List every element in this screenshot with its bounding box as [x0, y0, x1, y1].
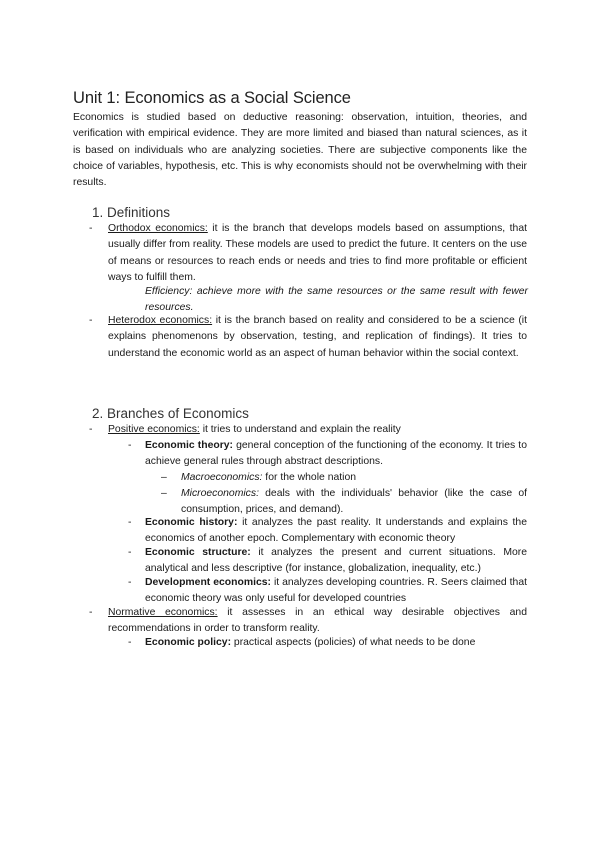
structure-text: it analyzes the present and current situations. More analytical and less descriptive (for instance, globalization, inequality, etc.) [145, 547, 527, 575]
structure-term: Economic structure: [145, 547, 251, 558]
macro-item [181, 470, 527, 486]
heterodox-text: it is the branch based on reality and considered to be a science (it explains phenomenons by observation, testing, and replication of findings). It tries to understand the economic world as an aspect of human behavior within the social context. [108, 315, 527, 359]
history-item [145, 515, 527, 548]
intro-paragraph: Economics is studied based on deductive reasoning: observation, intuition, theories, and verification with empirical evidence. They are more limited and biased than natural sciences, as it is based on individuals who are analyzing societies. There are subjective components like the choice of variables, hypothesis, etc. This is why economists should not be overwhelming with their results. [73, 112, 527, 189]
normative-term: Normative economics: [108, 607, 218, 618]
orthodox-term: Orthodox economics: [108, 223, 208, 234]
development-item [145, 575, 527, 608]
section-1-heading [92, 205, 170, 220]
bullet-dash: - [89, 223, 93, 234]
section-2-heading [92, 406, 249, 421]
micro-text: deals with the individuals' behavior (like the case of consumption, prices, and demand). [181, 488, 527, 516]
sub-bullet-dash: - [128, 440, 132, 451]
theory-term: Economic theory: [145, 440, 233, 451]
section-1-title: Definitions [107, 205, 171, 220]
development-term: Development economics: [145, 577, 271, 588]
positive-term: Positive economics: [108, 424, 200, 435]
theory-item [145, 438, 527, 471]
history-term: Economic history: [145, 517, 238, 528]
sub-bullet-dash: - [128, 577, 132, 588]
micro-item [181, 486, 527, 519]
development-text: it analyzes developing countries. R. Seers claimed that economic theory was only useful for developed countries [145, 577, 527, 605]
normative-text: it assesses in an ethical way desirable objectives and recommendations in order to transform reality. [108, 607, 527, 635]
micro-term: Microeconomics: [181, 488, 259, 499]
bullet-dash: - [89, 424, 93, 435]
history-text: it analyzes the past reality. It understands and explains the economics of another epoch. Complementary with economic theory [145, 517, 527, 545]
structure-item [145, 545, 527, 578]
policy-term: Economic policy: [145, 637, 232, 648]
sub-bullet-dash: - [128, 517, 132, 528]
page-title: Unit 1: Economics as a Social Science [73, 89, 351, 107]
sub-bullet-dash: - [128, 637, 132, 648]
section-2-number: 2. [92, 406, 104, 421]
macro-term: Macroeconomics: [181, 472, 263, 483]
macro-text: for the whole nation [262, 472, 356, 483]
sub-sub-bullet-dash: – [161, 488, 167, 499]
section-2-title: Branches of Economics [107, 406, 249, 421]
policy-text: practical aspects (policies) of what needs to be done [231, 637, 476, 648]
sub-sub-bullet-dash: – [161, 472, 167, 483]
sub-bullet-dash: - [128, 547, 132, 558]
theory-text: general conception of the functioning of the economy. It tries to achieve general rules through abstract descriptions. [145, 440, 527, 468]
heterodox-item [108, 313, 527, 362]
positive-text: it tries to understand and explain the reality [199, 424, 401, 435]
efficiency-note: Efficiency: achieve more with the same resources or the same result with fewer resources. [145, 286, 528, 314]
normative-item [108, 605, 527, 638]
section-1-number: 1. [92, 205, 104, 220]
policy-item [145, 635, 527, 651]
orthodox-item [108, 221, 527, 286]
orthodox-text: it is the branch that develops models based on assumptions, that usually differ from reality. These models are used to predict the future. It centers on the use of means or resources to reach ends or needs and tries to find more profitable or efficient ways to fulfill them. [108, 223, 527, 283]
bullet-dash: - [89, 315, 93, 326]
positive-item [108, 422, 527, 438]
heterodox-term: Heterodox economics: [108, 315, 213, 326]
bullet-dash: - [89, 607, 93, 618]
